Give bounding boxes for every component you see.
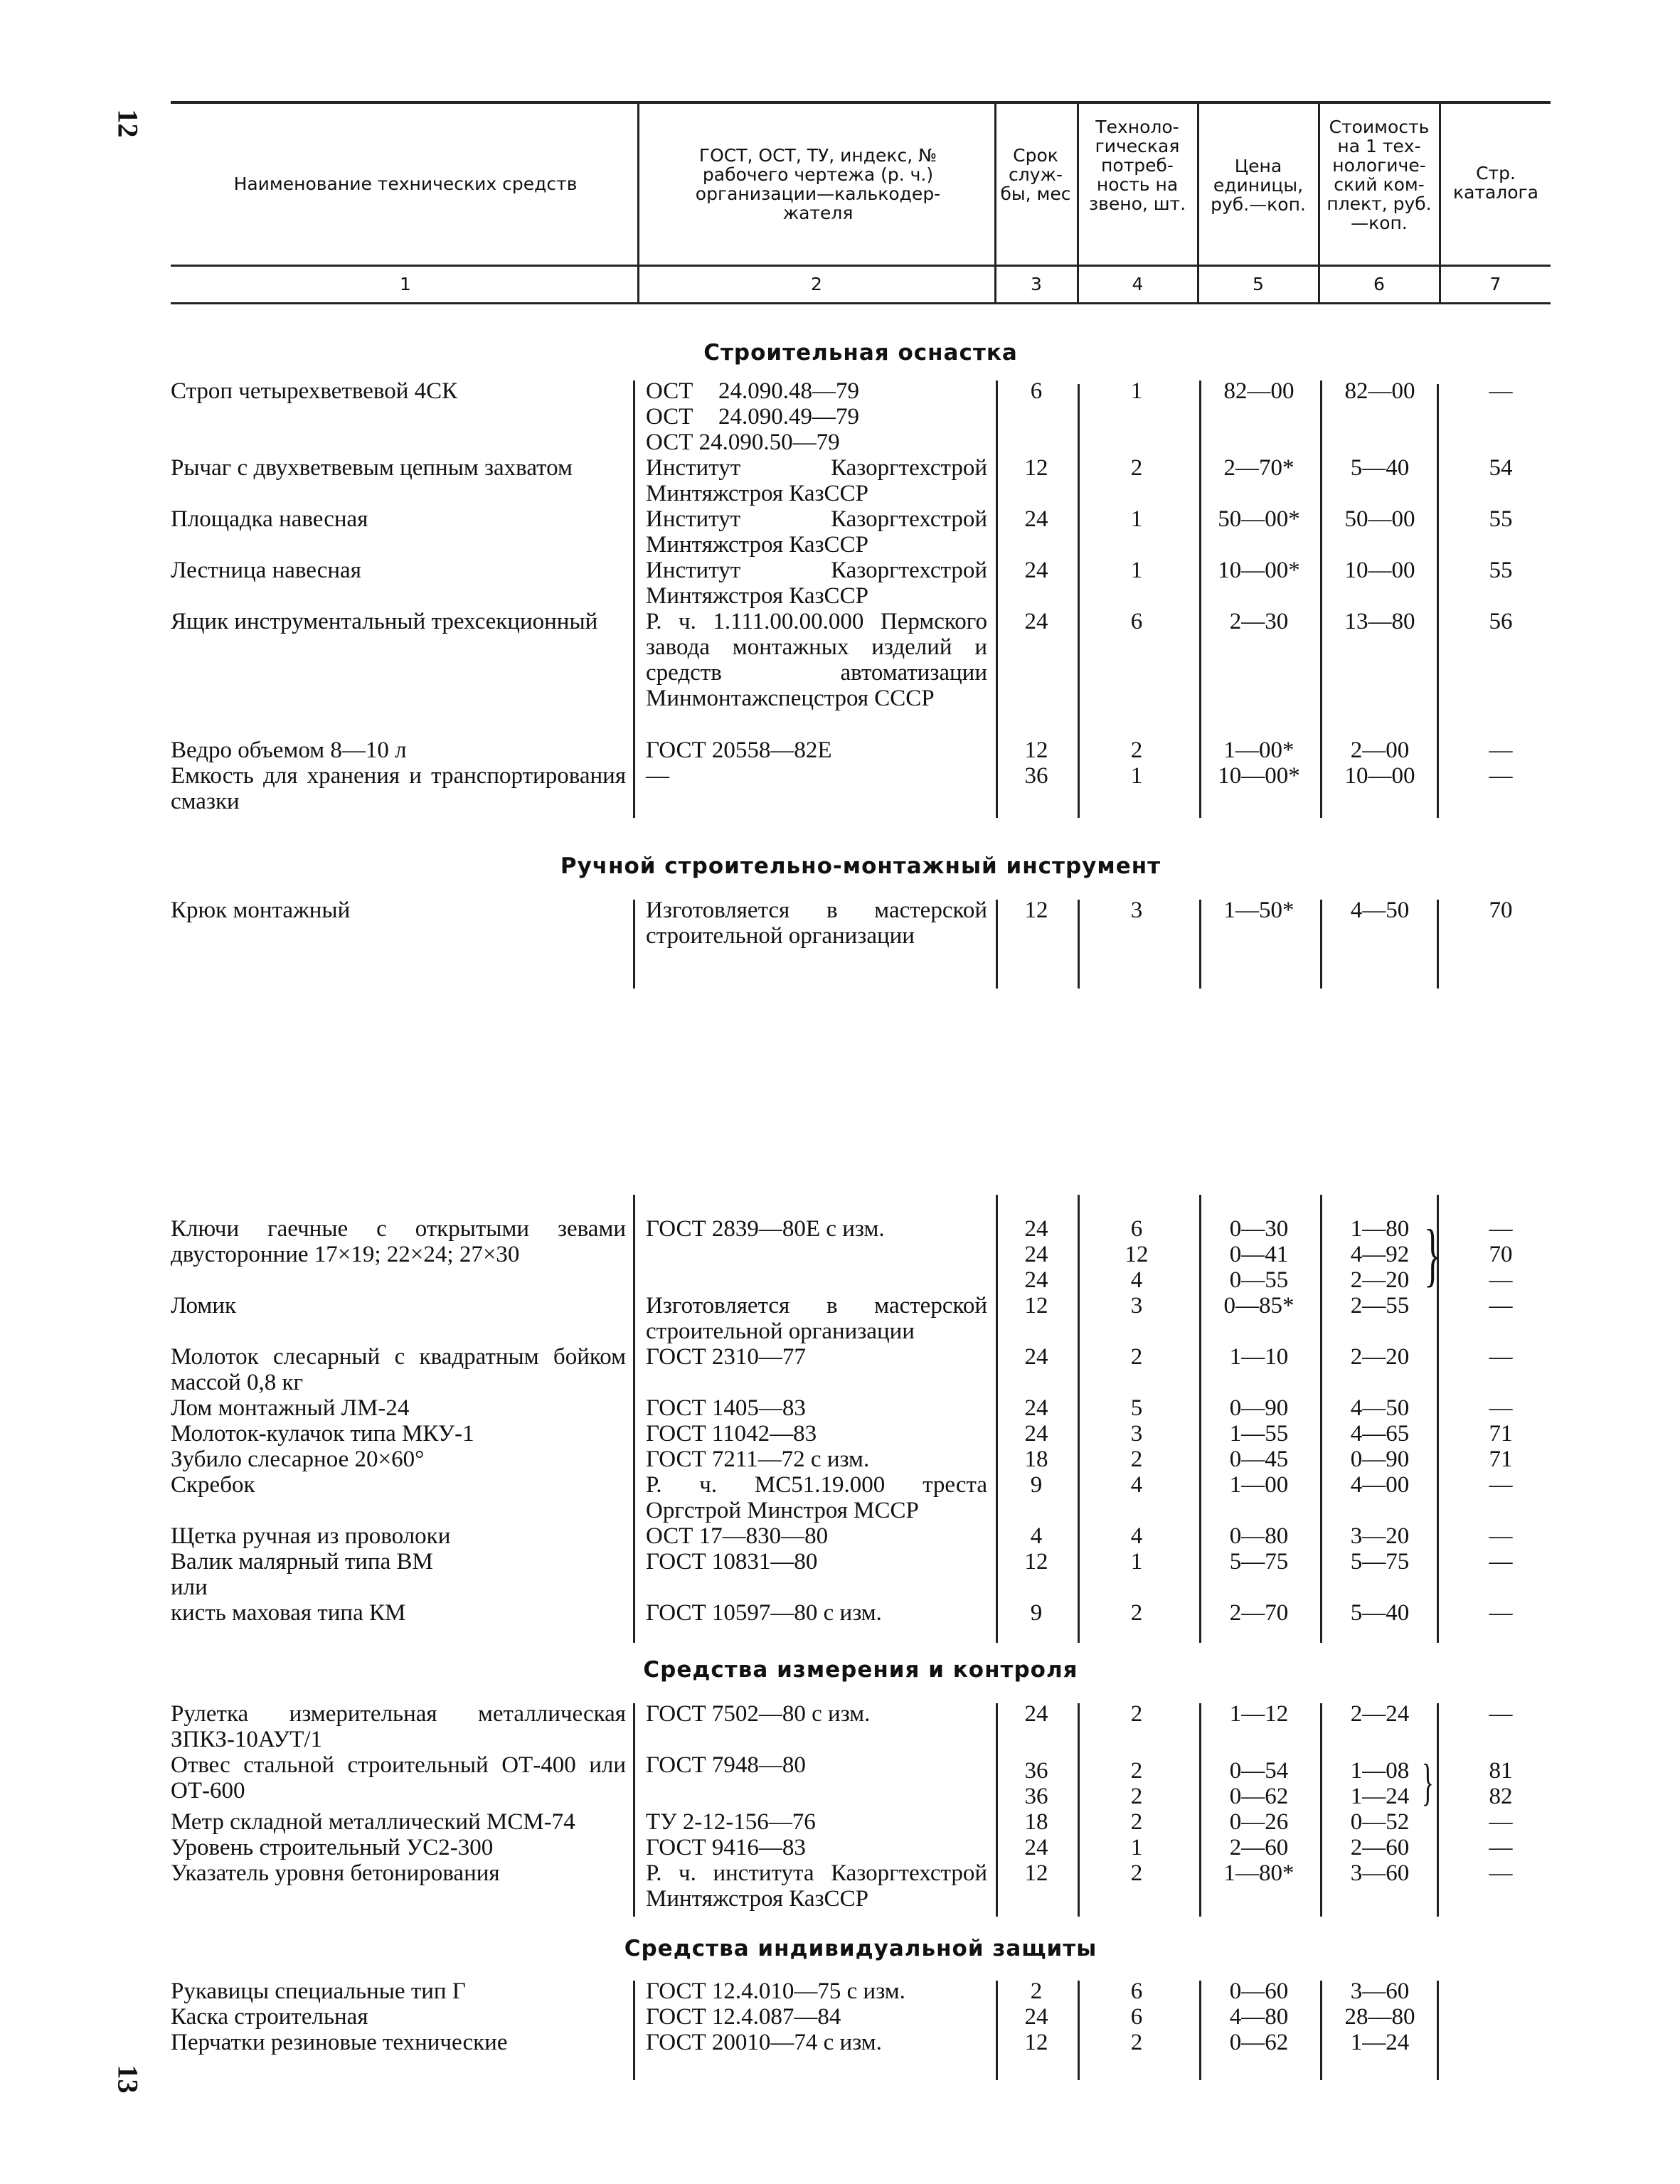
quantity: 2: [1130, 1758, 1143, 1784]
set-cost: 1—80: [1350, 1216, 1410, 1242]
item-name: Каска строительная: [171, 2004, 368, 2030]
service-life: 12: [1024, 1860, 1048, 1886]
table-cell-group: [1451, 1216, 1551, 1293]
service-life: 12: [1024, 737, 1048, 763]
item-name: Рычаг с двухветвевым цепным захватом: [171, 455, 573, 481]
item-name: Рулетка измерительная металлическая ЗПКЗ-10АУТ/1: [171, 1701, 626, 1752]
section-title: Ручной строительно-монтажный инструмент: [560, 853, 1161, 879]
table-cell-group: [1202, 1758, 1316, 1809]
item-name: Зубило слесарное 20×60°: [171, 1447, 425, 1472]
item-document: ГОСТ 9416—83: [646, 1835, 806, 1860]
quantity: 1: [1130, 378, 1143, 404]
unit-price: 0—90: [1229, 1395, 1289, 1421]
catalog-page: 81: [1489, 1758, 1513, 1784]
catalog-page: —: [1489, 737, 1513, 763]
item-document: Р. ч. МС51.19.000 треста Оргстрой Минстроя МССР: [646, 1472, 987, 1523]
quantity: 12: [1125, 1242, 1149, 1267]
service-life: 12: [1024, 1293, 1048, 1319]
service-life: 18: [1024, 1809, 1048, 1835]
unit-price: 0—26: [1229, 1809, 1289, 1835]
item-document: —: [646, 763, 669, 789]
table-cell-group: [1080, 1216, 1193, 1293]
item-document: Институт Казоргтехстрой Минтяжстроя КазССР: [646, 455, 987, 506]
set-cost: 5—75: [1350, 1549, 1410, 1575]
service-life: 24: [1024, 1835, 1048, 1860]
item-document: Р. ч. 1.111.00.00.000 Пермского завода монтажных изделий и средств автоматизации Минмонтажспецстроя СССР: [646, 609, 987, 711]
quantity: 6: [1130, 1216, 1143, 1242]
service-life: 24: [1024, 2004, 1048, 2030]
quantity: 1: [1130, 1549, 1143, 1575]
set-cost: 2—55: [1350, 1293, 1410, 1319]
table-cell-group: [1080, 1758, 1193, 1809]
unit-price: 1—00: [1229, 1472, 1289, 1498]
catalog-page: —: [1489, 1701, 1513, 1727]
catalog-page: —: [1489, 1395, 1513, 1421]
service-life: 24: [1024, 1242, 1048, 1267]
item-document: Институт Казоргтехстрой Минтяжстроя КазССР: [646, 558, 987, 609]
header-col6: Стоимость на 1 тех-нологиче-ский ком-плект, руб.—коп.: [1327, 117, 1432, 233]
unit-price: 82—00: [1223, 378, 1294, 404]
unit-price: 0—62: [1229, 2030, 1289, 2055]
item-name: Рукавицы специальные тип Г: [171, 1978, 466, 2004]
set-cost: 28—80: [1344, 2004, 1415, 2030]
service-life: 2: [1030, 1978, 1043, 2004]
service-life: 4: [1030, 1523, 1043, 1549]
catalog-page: 71: [1489, 1421, 1513, 1447]
service-life: 6: [1030, 378, 1043, 404]
unit-price: 1—10: [1229, 1344, 1289, 1370]
quantity: 4: [1130, 1267, 1143, 1293]
service-life: 36: [1024, 1758, 1048, 1784]
catalog-page: 82: [1489, 1784, 1513, 1809]
item-name: Ведро объемом 8—10 л: [171, 737, 407, 763]
catalog-page: —: [1489, 1809, 1513, 1835]
catalog-page: —: [1489, 1216, 1513, 1242]
unit-price: 0—62: [1229, 1784, 1289, 1809]
section-title: Средства измерения и контроля: [643, 1657, 1078, 1683]
unit-price: 2—60: [1229, 1835, 1289, 1860]
set-cost: 13—80: [1344, 609, 1415, 634]
item-document: ГОСТ 2310—77: [646, 1344, 806, 1370]
catalog-page: —: [1489, 1267, 1513, 1293]
item-document: ГОСТ 20558—82Е: [646, 737, 832, 763]
set-cost: 1—24: [1350, 1784, 1410, 1809]
set-cost: 5—40: [1350, 1600, 1410, 1626]
catalog-page: —: [1489, 1835, 1513, 1860]
quantity: 2: [1130, 1809, 1143, 1835]
item-name: Лом монтажный ЛМ-24: [171, 1395, 410, 1421]
unit-price: 10—00*: [1218, 558, 1300, 583]
item-document: ТУ 2-12-156—76: [646, 1809, 816, 1835]
quantity: 1: [1130, 763, 1143, 789]
set-cost: 0—90: [1350, 1447, 1410, 1472]
item-document: Изготовляется в мастерской строительной организации: [646, 897, 987, 949]
set-cost: 4—65: [1350, 1421, 1410, 1447]
header-num-1: 1: [400, 274, 411, 294]
unit-price: 0—41: [1229, 1242, 1289, 1267]
quantity: 2: [1130, 2030, 1143, 2055]
item-document: ГОСТ 12.4.087—84: [646, 2004, 841, 2030]
item-name: Строп четырехветвевой 4СК: [171, 378, 458, 404]
set-cost: 2—20: [1350, 1267, 1410, 1293]
item-name: Ключи гаечные с открытыми зевами двусторонние 17×19; 22×24; 27×30: [171, 1216, 626, 1267]
quantity: 5: [1130, 1395, 1143, 1421]
item-document: ГОСТ 1405—83: [646, 1395, 806, 1421]
catalog-page: 56: [1489, 609, 1513, 634]
service-life: 24: [1024, 1216, 1048, 1242]
service-life: 12: [1024, 897, 1048, 923]
service-life: 12: [1024, 2030, 1048, 2055]
quantity: 2: [1130, 1600, 1143, 1626]
page-number-bottom: 13: [112, 2065, 144, 2094]
service-life: 12: [1024, 1549, 1048, 1575]
item-document: ГОСТ 20010—74 с изм.: [646, 2030, 882, 2055]
unit-price: 2—30: [1229, 609, 1289, 634]
service-life: 36: [1024, 763, 1048, 789]
header-col5: Цена единицы, руб.—коп.: [1211, 156, 1306, 215]
item-document: Р. ч. института Казоргтехстрой Минтяжстроя КазССР: [646, 1860, 987, 1912]
quantity: 2: [1130, 455, 1143, 481]
item-document: ГОСТ 12.4.010—75 с изм.: [646, 1978, 905, 2004]
table-cell-group: [1451, 1758, 1551, 1809]
quantity: 6: [1130, 2004, 1143, 2030]
header-col1: Наименование технических средств: [233, 174, 578, 194]
quantity: 3: [1130, 1421, 1143, 1447]
catalog-page: —: [1489, 1860, 1513, 1886]
header-num-7: 7: [1489, 274, 1501, 294]
section-title: Строительная оснастка: [703, 340, 1018, 366]
item-name: Перчатки резиновые технические: [171, 2030, 508, 2055]
item-document: ГОСТ 10597—80 с изм.: [646, 1600, 882, 1626]
set-cost: 82—00: [1344, 378, 1415, 404]
quantity: 4: [1130, 1472, 1143, 1498]
item-name: или: [171, 1575, 208, 1600]
set-cost: 3—60: [1350, 1978, 1410, 2004]
brace-glyph: }: [1421, 1754, 1434, 1811]
unit-price: 2—70*: [1223, 455, 1294, 481]
catalog-page: —: [1489, 1600, 1513, 1626]
item-name: Указатель уровня бетонирования: [171, 1860, 500, 1886]
header-num-5: 5: [1253, 274, 1264, 294]
item-name: Молоток-кулачок типа МКУ-1: [171, 1421, 474, 1447]
unit-price: 1—12: [1229, 1701, 1289, 1727]
catalog-page: —: [1489, 1344, 1513, 1370]
item-name: Валик малярный типа ВМ: [171, 1549, 433, 1575]
catalog-page: —: [1489, 1472, 1513, 1498]
item-document: ГОСТ 2839—80Е с изм.: [646, 1216, 885, 1242]
item-name: Ломик: [171, 1293, 237, 1319]
set-cost: 2—24: [1350, 1701, 1410, 1727]
quantity: 1: [1130, 1835, 1143, 1860]
service-life: 36: [1024, 1784, 1048, 1809]
set-cost: 3—60: [1350, 1860, 1410, 1886]
set-cost: 2—60: [1350, 1835, 1410, 1860]
quantity: 2: [1130, 1344, 1143, 1370]
service-life: 24: [1024, 609, 1048, 634]
set-cost: 2—20: [1350, 1344, 1410, 1370]
service-life: 24: [1024, 506, 1048, 532]
unit-price: 0—45: [1229, 1447, 1289, 1472]
item-name: Молоток слесарный с квадратным бойком массой 0,8 кг: [171, 1344, 626, 1395]
table-cell-group: [1323, 1754, 1437, 1811]
item-document: ГОСТ 7948—80: [646, 1752, 806, 1778]
set-cost: 4—92: [1350, 1242, 1410, 1267]
quantity: 4: [1130, 1523, 1143, 1549]
service-life: 9: [1030, 1472, 1043, 1498]
unit-price: 0—54: [1229, 1758, 1289, 1784]
quantity: 3: [1130, 1293, 1143, 1319]
unit-price: 2—70: [1229, 1600, 1289, 1626]
table-cell-group: [997, 1758, 1075, 1809]
item-name: кисть маховая типа КМ: [171, 1600, 406, 1626]
item-name: Скребок: [171, 1472, 255, 1498]
catalog-page: 71: [1489, 1447, 1513, 1472]
header-num-6: 6: [1373, 274, 1385, 294]
item-name: Лестница навесная: [171, 558, 361, 583]
table-cell-group: [997, 1216, 1075, 1293]
set-cost: 10—00: [1344, 763, 1415, 789]
item-document: ГОСТ 7211—72 с изм.: [646, 1447, 870, 1472]
item-document: ГОСТ 10831—80: [646, 1549, 818, 1575]
catalog-page: —: [1489, 1523, 1513, 1549]
item-document: ГОСТ 11042—83: [646, 1421, 817, 1447]
unit-price: 1—80*: [1223, 1860, 1294, 1886]
header-num-2: 2: [811, 274, 822, 294]
section-title: Средства индивидуальной защиты: [624, 1936, 1097, 1961]
service-life: 12: [1024, 455, 1048, 481]
catalog-page: —: [1489, 1549, 1513, 1575]
set-cost: 4—50: [1350, 1395, 1410, 1421]
set-cost: 10—00: [1344, 558, 1415, 583]
quantity: 2: [1130, 1784, 1143, 1809]
header-col7: Стр. каталога: [1452, 163, 1539, 203]
service-life: 24: [1024, 558, 1048, 583]
catalog-page: 70: [1489, 897, 1513, 923]
catalog-page: —: [1489, 378, 1513, 404]
item-document: ОСТ 24.090.48—79 ОСТ 24.090.49—79 ОСТ 24.090.50—79: [646, 378, 859, 455]
service-life: 24: [1024, 1267, 1048, 1293]
service-life: 24: [1024, 1421, 1048, 1447]
item-name: Отвес стальной строительный ОТ-400 или ОТ-600: [171, 1752, 626, 1804]
set-cost: 5—40: [1350, 455, 1410, 481]
quantity: 2: [1130, 737, 1143, 763]
unit-price: 0—55: [1229, 1267, 1289, 1293]
quantity: 1: [1130, 506, 1143, 532]
item-document: ГОСТ 7502—80 с изм.: [646, 1701, 871, 1727]
set-cost: 3—20: [1350, 1523, 1410, 1549]
item-document: Изготовляется в мастерской строительной организации: [646, 1293, 987, 1344]
unit-price: 10—00*: [1218, 763, 1300, 789]
unit-price: 0—60: [1229, 1978, 1289, 2004]
catalog-page: —: [1489, 1293, 1513, 1319]
item-name: Площадка навесная: [171, 506, 368, 532]
unit-price: 1—00*: [1223, 737, 1294, 763]
service-life: 18: [1024, 1447, 1048, 1472]
item-name: Емкость для хранения и транспортирования смазки: [171, 763, 626, 814]
item-name: Щетка ручная из проволоки: [171, 1523, 451, 1549]
unit-price: 50—00*: [1218, 506, 1300, 532]
header-col4: Техноло-гическая потреб-ность на звено, шт.: [1088, 117, 1186, 214]
quantity: 6: [1130, 609, 1143, 634]
catalog-page: 55: [1489, 558, 1513, 583]
catalog-page: —: [1489, 763, 1513, 789]
table-cell-group: [1323, 1216, 1437, 1293]
unit-price: 0—85*: [1223, 1293, 1294, 1319]
item-name: Крюк монтажный: [171, 897, 351, 923]
service-life: 24: [1024, 1395, 1048, 1421]
set-cost: 4—50: [1350, 897, 1410, 923]
set-cost: 0—52: [1350, 1809, 1410, 1835]
set-cost: 2—00: [1350, 737, 1410, 763]
item-name: Метр складной металлический МСМ-74: [171, 1809, 575, 1835]
unit-price: 1—55: [1229, 1421, 1289, 1447]
set-cost: 1—08: [1350, 1758, 1410, 1784]
header-num-3: 3: [1031, 274, 1042, 294]
unit-price: 5—75: [1229, 1549, 1289, 1575]
quantity: 3: [1130, 897, 1143, 923]
header-num-4: 4: [1132, 274, 1144, 294]
item-document: ОСТ 17—830—80: [646, 1523, 829, 1549]
catalog-page: 54: [1489, 455, 1513, 481]
quantity: 2: [1130, 1447, 1143, 1472]
unit-price: 4—80: [1229, 2004, 1289, 2030]
service-life: 24: [1024, 1344, 1048, 1370]
brace-glyph: }: [1424, 1215, 1441, 1294]
unit-price: 0—80: [1229, 1523, 1289, 1549]
catalog-page: 70: [1489, 1242, 1513, 1267]
quantity: 6: [1130, 1978, 1143, 2004]
unit-price: 1—50*: [1223, 897, 1294, 923]
service-life: 24: [1024, 1701, 1048, 1727]
table-cell-group: [1202, 1216, 1316, 1293]
quantity: 2: [1130, 1701, 1143, 1727]
set-cost: 1—24: [1350, 2030, 1410, 2055]
item-document: Институт Казоргтехстрой Минтяжстроя КазССР: [646, 506, 987, 558]
item-name: Уровень строительный УС2-300: [171, 1835, 494, 1860]
item-name: Ящик инструментальный трехсекционный: [171, 609, 598, 634]
unit-price: 0—30: [1229, 1216, 1289, 1242]
quantity: 1: [1130, 558, 1143, 583]
set-cost: 4—00: [1350, 1472, 1410, 1498]
quantity: 2: [1130, 1860, 1143, 1886]
set-cost: 50—00: [1344, 506, 1415, 532]
service-life: 9: [1030, 1600, 1043, 1626]
page-number-top: 12: [112, 109, 144, 138]
catalog-page: 55: [1489, 506, 1513, 532]
header-col3: Срок служ-бы, мес: [1000, 145, 1071, 204]
header-col2: ГОСТ, ОСТ, ТУ, индекс, № рабочего чертежа (р. ч.) организации—калькодер-жателя: [695, 145, 941, 223]
